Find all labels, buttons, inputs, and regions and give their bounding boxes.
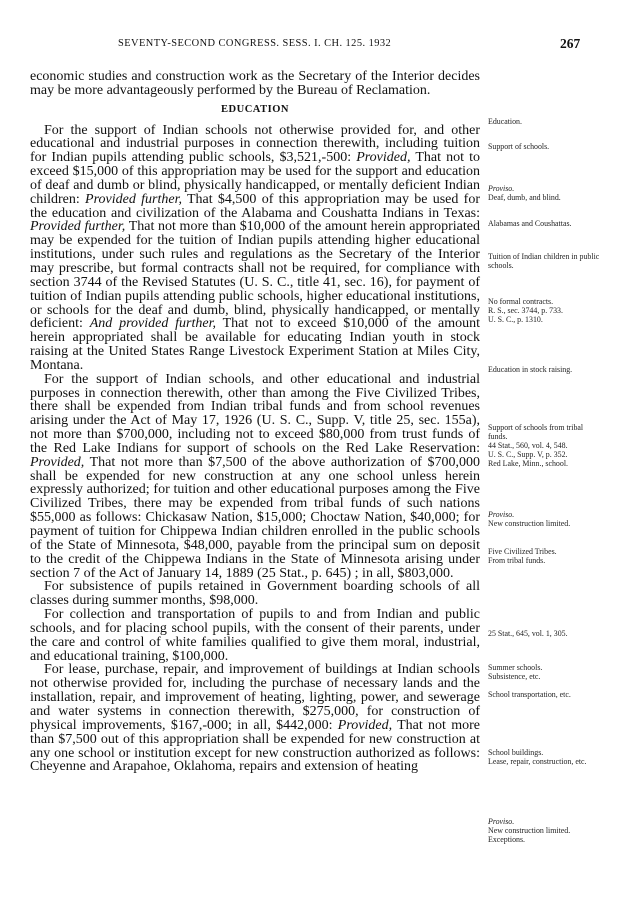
- margin-note-line: New construction limited.: [488, 519, 571, 528]
- margin-note-line: Tuition of Indian children in public schools.: [488, 252, 600, 270]
- margin-note-line: Exceptions.: [488, 835, 526, 844]
- paragraph-tribal-funds: [30, 373, 480, 581]
- margin-note-line: Proviso.: [488, 510, 515, 519]
- margin-note-line: R. S., sec. 3744, p. 733.: [488, 306, 563, 315]
- margin-note-line: Alabamas and Coushattas.: [488, 219, 572, 228]
- margin-note-line: Support of schools from tribal funds.: [488, 423, 584, 441]
- margin-note-line: Red Lake, Minn., school.: [488, 459, 568, 468]
- margin-note: [488, 629, 600, 638]
- margin-note-line: Summer schools.: [488, 663, 543, 672]
- proviso-word: Provided,: [337, 717, 393, 733]
- page-number: 267: [560, 36, 581, 51]
- text-run: That not more than $10,000 of the amount herein appropriated may be expended for the tuition of Indian pupils attending higher educational institutions, under such rules and regulations as the Secretary of the Interior may prescribe, but formal contracts shall not be required, for compliance with section 3744 of the Revised Statutes (U. S. C., title 41, sec. 16), for payment of tuition of Indian pupils attending public schools, higher educational institutions, or schools for the deaf and dumb, blind, physically handicapped, or mentally deficient:: [30, 219, 480, 332]
- margin-note: [488, 142, 600, 151]
- margin-note: [488, 817, 600, 844]
- margin-note-line: Education.: [488, 117, 522, 126]
- text-run: For the support of Indian schools not otherwise provided for, and other educational and industrial purposes in connection therewith, including tuition for Indian pupils attending public schools, $3,521,-500:: [30, 122, 480, 166]
- text-run: That not more than $7,500 of the above authorization of $700,000 shall be expended for new construction at any one school unless herein expressly authorized; for tuition and other educational purposes among the Five Civilized Tribes, there may be expended from tribal funds of such nations $55,000 as follows: Chickasaw Nation, $15,000; Choctaw Nation, $40,000; for payment of tuition for Chippewa Indian children enrolled in the public schools of the State of Minnesota, $48,000, payable from the principal sum on deposit to the credit of the Chippewa Indians in the State of Minnesota arising under section 7 of the Act of January 14, 1889 (25 Stat., p. 645) ; in all, $803,000.: [30, 454, 480, 581]
- margin-note: [488, 510, 600, 528]
- text-run: That not more than $7,500 out of this appropriation shall be expended for new construction at any one school or institution except for new construction authorized as follows: Cheyenne and Arapahoe, Oklahoma, repairs and extension of heating: [30, 717, 481, 775]
- margin-note-line: U. S. C., Supp. V, p. 352.: [488, 450, 568, 459]
- margin-note-line: Proviso.: [488, 817, 515, 826]
- margin-note-line: Five Civilized Tribes.: [488, 547, 557, 556]
- margin-notes: [488, 0, 600, 900]
- margin-note: [488, 423, 600, 468]
- margin-note: [488, 117, 600, 126]
- paragraph-support-of-schools: [30, 124, 480, 373]
- margin-note: [488, 663, 600, 681]
- margin-note-line: School buildings.: [488, 748, 544, 757]
- proviso-word: Provided further,: [30, 219, 126, 235]
- proviso-word: And provided further,: [89, 316, 217, 332]
- section-heading-education: EDUCATION: [221, 103, 289, 115]
- text-run: That $4,500 of this appropriation may be used for the education and civilization of the Alabama and Coushatta Indians in Texas:: [30, 191, 480, 221]
- margin-note-line: Subsistence, etc.: [488, 672, 541, 681]
- margin-note: [488, 690, 600, 699]
- paragraph-buildings: [30, 663, 480, 774]
- text-run: For lease, purchase, repair, and improvement of buildings at Indian schools not otherwise provided for, including the purchase of necessary lands and the installation, repair, and improvement of heating, lighting, power, and sewerage and water systems in connection therewith, $275,000, for construction of physical improvements, $167,-000; in all, $442,000:: [30, 662, 480, 733]
- margin-note-line: No formal contracts.: [488, 297, 554, 306]
- proviso-word: Provided,: [30, 454, 85, 470]
- margin-note-line: Proviso.: [488, 184, 515, 193]
- margin-note: [488, 184, 600, 202]
- main-text: [30, 70, 480, 774]
- margin-note-line: New construction limited.: [488, 826, 571, 835]
- text-run: For the support of Indian schools, and other educational and industrial purposes in connection therewith, other than among the Five Civilized Tribes, there shall be expended from Indian tribal funds and from school revenues arising under the Act of May 17, 1926 (U. S. C., Supp. V, title 25, sec. 155a), not more than $700,000, including not to exceed $80,000 from trust funds of the Red Lake Indians for support of schools on the Red Lake Reservation:: [30, 371, 480, 456]
- text-run: That not to exceed $10,000 of the amount herein appropriated shall be available for educating Indian youth in stock raising at the United States Range Livestock Experiment Station at Miles City, Montana.: [30, 316, 480, 373]
- margin-note: [488, 219, 600, 228]
- margin-note-line: 44 Stat., 560, vol. 4, 548.: [488, 441, 568, 450]
- paragraph-transportation: For collection and transportation of pupils to and from Indian and public schools, and for placing school pupils, with the consent of their parents, under the care and control of white families qualified to give them moral, industrial, and educational training, $100,000.: [30, 607, 480, 664]
- paragraph-subsistence: For subsistence of pupils retained in Government boarding schools of all classes during summer months, $98,000.: [30, 579, 480, 609]
- margin-note-line: Lease, repair, construction, etc.: [488, 757, 587, 766]
- margin-note-line: Education in stock raising.: [488, 365, 573, 374]
- paragraph-reclamation: economic studies and construction work as the Secretary of the Interior decides may be more advantageously performed by the Bureau of Reclamation.: [30, 69, 480, 98]
- text-run: That not to exceed $15,000 of this appropriation may be used for the support and education of deaf and dumb or blind, physically handicapped, or mentally deficient Indian children:: [30, 150, 480, 207]
- proviso-word: Provided further,: [85, 191, 182, 207]
- margin-note-line: School transportation, etc.: [488, 690, 571, 699]
- proviso-word: Provided,: [356, 150, 411, 166]
- margin-note-line: U. S. C., p. 1310.: [488, 315, 543, 324]
- margin-note: [488, 365, 600, 374]
- margin-note-line: Deaf, dumb, and blind.: [488, 193, 561, 202]
- margin-note: [488, 297, 600, 324]
- margin-note: [488, 252, 600, 270]
- margin-note: [488, 547, 600, 565]
- margin-note-line: From tribal funds.: [488, 556, 546, 565]
- margin-note-line: Support of schools.: [488, 142, 550, 151]
- margin-note-line: 25 Stat., 645, vol. 1, 305.: [488, 629, 568, 638]
- running-head-title: SEVENTY-SECOND CONGRESS. SESS. I. CH. 125. 1932: [118, 38, 392, 49]
- margin-note: [488, 748, 600, 766]
